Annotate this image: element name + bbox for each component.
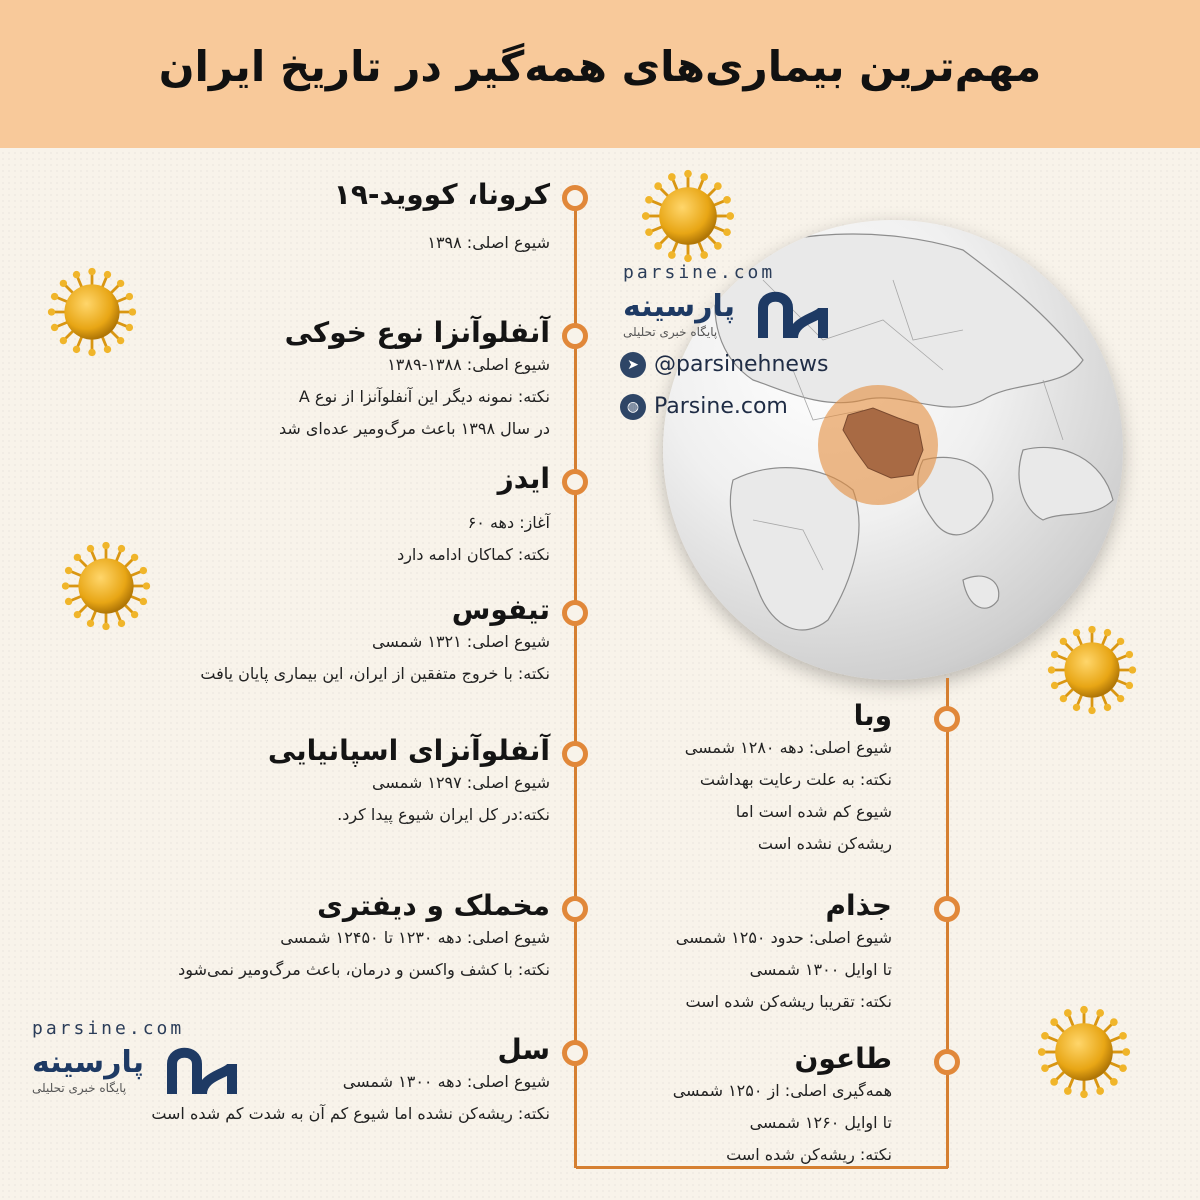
page-title: مهم‌ترین بیماری‌های همه‌گیر در تاریخ ایران bbox=[158, 42, 1042, 91]
disease-detail: شیوع کم شده است اما bbox=[735, 802, 892, 821]
disease-detail: همه‌گیری اصلی: از ۱۲۵۰ شمسی bbox=[672, 1081, 892, 1100]
disease-entry-aids bbox=[397, 462, 550, 571]
disease-detail: شیوع اصلی: دهه ۱۳۰۰ شمسی bbox=[342, 1072, 550, 1091]
disease-title: کرونا، کووید-۱۹ bbox=[333, 178, 550, 211]
disease-entry-leprosy bbox=[676, 889, 892, 1018]
disease-entry-plague bbox=[673, 1042, 892, 1171]
brand-tagline: پایگاه خبری تحلیلی bbox=[623, 325, 718, 339]
disease-title: ایدز bbox=[497, 462, 550, 495]
disease-detail: نکته: ریشه‌کن نشده اما شیوع کم آن به شدت کم شده است bbox=[151, 1104, 550, 1123]
timeline-dot bbox=[934, 706, 960, 732]
disease-detail: نکته: به علت رعایت بهداشت bbox=[699, 770, 892, 789]
right-timeline-line bbox=[946, 678, 949, 1168]
timeline-dot bbox=[562, 185, 588, 211]
virus-icon bbox=[1046, 624, 1138, 716]
disease-entry-swine-flu bbox=[279, 316, 550, 445]
disease-detail: شیوع اصلی: دهه ۱۲۳۰ تا ۱۲۴۵۰ شمسی bbox=[280, 928, 550, 947]
virus-icon bbox=[60, 540, 152, 632]
disease-title: آنفلوآنزا نوع خوکی bbox=[284, 316, 550, 349]
disease-title: تیفوس bbox=[451, 593, 550, 626]
disease-detail: شیوع اصلی: ۱۳۹۸ bbox=[427, 233, 550, 252]
virus-icon bbox=[46, 266, 138, 358]
timeline-dot bbox=[934, 896, 960, 922]
header-band bbox=[0, 0, 1200, 148]
timeline-dot bbox=[562, 1040, 588, 1066]
brand-name-bottom: پارسینه bbox=[32, 1045, 144, 1080]
disease-detail: شیوع اصلی: ۱۳۲۱ شمسی bbox=[371, 632, 550, 651]
timeline-dot bbox=[562, 896, 588, 922]
telegram-icon: ➤ bbox=[620, 352, 646, 378]
disease-detail: شیوع اصلی: ۱۲۹۷ شمسی bbox=[371, 773, 550, 792]
disease-detail: شیوع اصلی: حدود ۱۲۵۰ شمسی bbox=[675, 928, 892, 947]
disease-detail: در سال ۱۳۹۸ باعث مرگ‌ومیر عده‌ای شد bbox=[278, 419, 550, 438]
disease-entry-covid bbox=[334, 178, 550, 259]
disease-entry-spanish-flu bbox=[268, 734, 550, 831]
timeline-dot bbox=[562, 600, 588, 626]
virus-icon bbox=[640, 168, 736, 264]
disease-entry-typhus bbox=[200, 593, 550, 690]
website-link[interactable]: ◍ Parsine.com bbox=[620, 394, 788, 420]
timeline-dot bbox=[562, 469, 588, 495]
telegram-handle[interactable]: ➤ @parsinehnews bbox=[620, 352, 828, 378]
brand-name: پارسینه bbox=[623, 289, 735, 324]
disease-title: سل bbox=[497, 1033, 550, 1066]
disease-title: وبا bbox=[853, 699, 892, 732]
virus-icon bbox=[1036, 1004, 1132, 1100]
disease-detail: نکته: با خروج متفقین از ایران، این بیماری پایان یافت bbox=[200, 664, 550, 683]
disease-detail: تا اوایل ۱۲۶۰ شمسی bbox=[749, 1113, 892, 1132]
disease-detail: نکته: نمونه دیگر این آنفلوآنزا از نوع A bbox=[298, 387, 550, 406]
disease-title: طاعون bbox=[794, 1042, 892, 1075]
disease-detail: نکته: کماکان ادامه دارد bbox=[397, 545, 550, 564]
disease-detail: نکته: تقریبا ریشه‌کن شده است bbox=[685, 992, 892, 1011]
brand-domain-bottom: parsine.com bbox=[32, 1018, 185, 1039]
disease-detail: ریشه‌کن نشده است bbox=[757, 834, 892, 853]
disease-title: آنفلوآنزای اسپانیایی bbox=[267, 734, 550, 767]
disease-title: مخملک و دیفتری bbox=[317, 889, 550, 922]
disease-title: جذام bbox=[825, 889, 892, 922]
brand-tagline-bottom: پایگاه خبری تحلیلی bbox=[32, 1081, 127, 1095]
brand-mark-icon bbox=[758, 283, 828, 343]
disease-detail: تا اوایل ۱۳۰۰ شمسی bbox=[749, 960, 892, 979]
disease-entry-cholera bbox=[685, 699, 892, 860]
brand-logo-top bbox=[623, 262, 833, 341]
disease-detail: شیوع اصلی: دهه ۱۲۸۰ شمسی bbox=[684, 738, 892, 757]
globe-icon: ◍ bbox=[620, 394, 646, 420]
disease-detail: نکته: با کشف واکسن و درمان، باعث مرگ‌ومیر نمی‌شود bbox=[178, 960, 550, 979]
timeline-dot bbox=[934, 1049, 960, 1075]
timeline-dot bbox=[562, 323, 588, 349]
disease-detail: نکته:در کل ایران شیوع پیدا کرد. bbox=[337, 805, 550, 824]
brand-domain: parsine.com bbox=[623, 262, 776, 283]
disease-detail: نکته: ریشه‌کن شده است bbox=[726, 1145, 892, 1164]
disease-detail: آغاز: دهه ۶۰ bbox=[467, 513, 550, 532]
timeline-dot bbox=[562, 741, 588, 767]
disease-detail: شیوع اصلی: ۱۳۸۸-۱۳۸۹ bbox=[387, 355, 550, 374]
disease-entry-tuberculosis bbox=[151, 1033, 550, 1130]
disease-entry-scarlet-diphtheria bbox=[178, 889, 550, 986]
